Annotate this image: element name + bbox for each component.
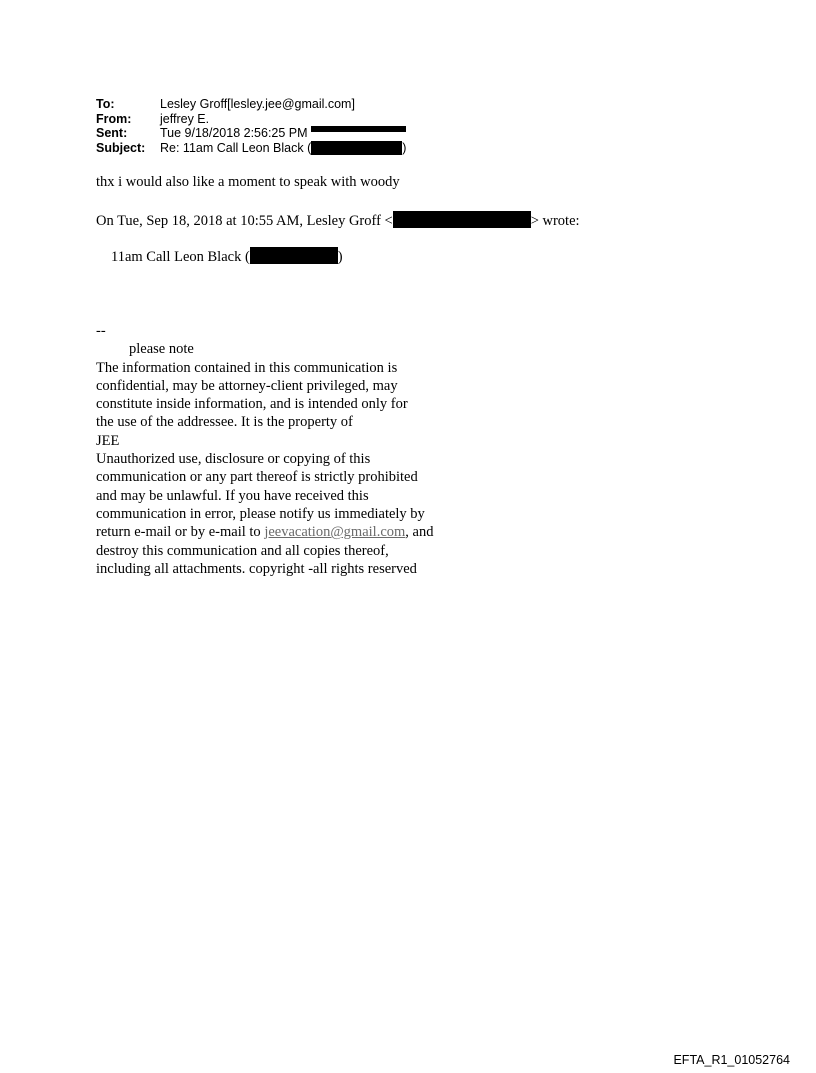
quoted-message [111,247,343,266]
disclaimer-line: confidential, may be attorney-client privileged, may [96,377,398,394]
from-label: From: [96,111,132,126]
quote-intro-suffix: > wrote: [530,213,580,229]
to-label: To: [96,97,115,111]
quoted-prefix: 11am Call Leon Black ( [111,249,250,265]
disclaimer-line: and may be unlawful. If you have received this [96,487,369,504]
redaction-block [311,141,402,155]
signature-separator: -- [96,323,106,339]
reply-text: thx i would also like a moment to speak with woody [96,174,400,190]
email-header [96,97,406,155]
disclaimer-line: constitute inside information, and is intended only for [96,396,408,413]
sent-label: Sent: [96,126,128,140]
please-note: please note [129,341,194,358]
quote-intro-prefix: On Tue, Sep 18, 2018 at 10:55 AM, Lesley Groff < [96,213,393,229]
email-line-prefix: return e-mail or by e-mail to [96,524,265,541]
subject-label: Subject: [96,140,146,155]
subject-prefix: Re: 11am Call Leon Black ( [160,140,312,155]
disclaimer-line: Unauthorized use, disclosure or copying of this [96,451,371,468]
confidentiality-footer [96,322,433,578]
bates-number: EFTA_R1_01052764 [673,1053,790,1067]
quote-intro [96,211,580,230]
redaction-block [311,126,406,132]
redaction-block [393,211,531,228]
disclaimer-email-line [96,523,433,541]
disclaimer-line: destroy this communication and all copies thereof, [96,542,389,559]
disclaimer-line: communication or any part thereof is strictly prohibited [96,469,418,486]
from-value: jeffrey E. [160,111,210,126]
sent-value: Tue 9/18/2018 2:56:25 PM [160,126,308,140]
subject-row [96,141,406,156]
disclaimer-line: JEE [96,432,120,449]
email-link[interactable]: jeevacation@gmail.com [264,524,406,541]
to-value: Lesley Groff[lesley.jee@gmail.com] [160,97,355,111]
to-row [96,97,406,112]
sent-row [96,126,406,141]
subject-suffix: ) [402,140,407,155]
disclaimer-line: The information contained in this communication is [96,359,398,376]
disclaimer-line: communication in error, please notify us immediately by [96,505,425,522]
redaction-block [250,247,338,264]
email-line-suffix: , and [405,524,434,541]
disclaimer-line: the use of the addressee. It is the property of [96,414,353,431]
disclaimer-line: including all attachments. copyright -all rights reserved [96,560,417,577]
quoted-suffix: ) [337,249,343,265]
from-row [96,112,406,127]
